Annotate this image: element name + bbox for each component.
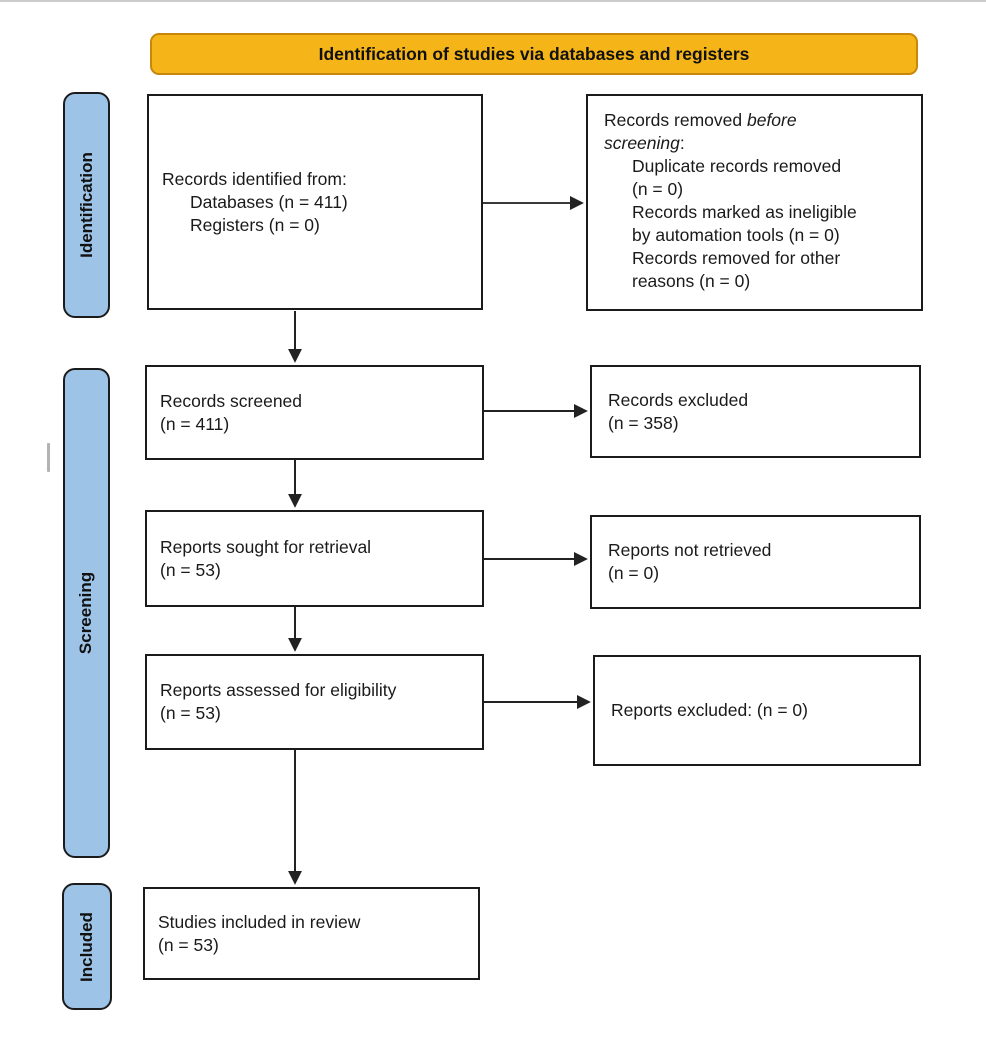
stage-label-identification-text: Identification <box>76 152 96 258</box>
reports-sought-line2: (n = 53) <box>160 559 221 580</box>
records-removed-other-2: reasons (n = 0) <box>632 271 751 291</box>
records-removed-automation-2: by automation tools (n = 0) <box>632 225 840 245</box>
records-removed-duplicates-1: Duplicate records removed <box>632 156 842 176</box>
studies-included-line1: Studies included in review <box>158 911 361 932</box>
records-removed-other-1: Records removed for other <box>632 248 841 268</box>
records-excluded-line2: (n = 358) <box>608 412 679 433</box>
records-removed-duplicates-2: (n = 0) <box>632 179 684 199</box>
records-identified-registers: Registers (n = 0) <box>190 214 320 235</box>
records-screened-line1: Records screened <box>160 390 303 411</box>
reports-assessed-line1: Reports assessed for eligibility <box>160 680 397 700</box>
records-removed-title-line2: screening: <box>604 133 685 153</box>
reports-sought-line1: Reports sought for retrieval <box>160 536 372 557</box>
reports-not-retrieved-line1: Reports not retrieved <box>608 540 772 560</box>
records-screened-line2: (n = 411) <box>160 413 230 434</box>
reports-assessed-line2: (n = 53) <box>160 703 221 723</box>
banner-title-text: Identification of studies via databases and registers <box>318 43 750 64</box>
records-removed-automation-1: Records marked as ineligible <box>632 202 857 222</box>
records-removed-title-line1: Records removed before <box>604 110 797 130</box>
reports-excluded-line1: Reports excluded: (n = 0) <box>611 700 808 720</box>
stage-label-included-text: Included <box>77 911 96 982</box>
records-identified-title: Records identified from: <box>162 168 347 189</box>
records-excluded-line1: Records excluded <box>608 389 749 410</box>
studies-included-line2: (n = 53) <box>158 934 219 955</box>
records-identified-databases: Databases (n = 411) <box>190 191 348 212</box>
stage-label-screening-text: Screening <box>76 571 96 655</box>
reports-not-retrieved-line2: (n = 0) <box>608 563 660 583</box>
